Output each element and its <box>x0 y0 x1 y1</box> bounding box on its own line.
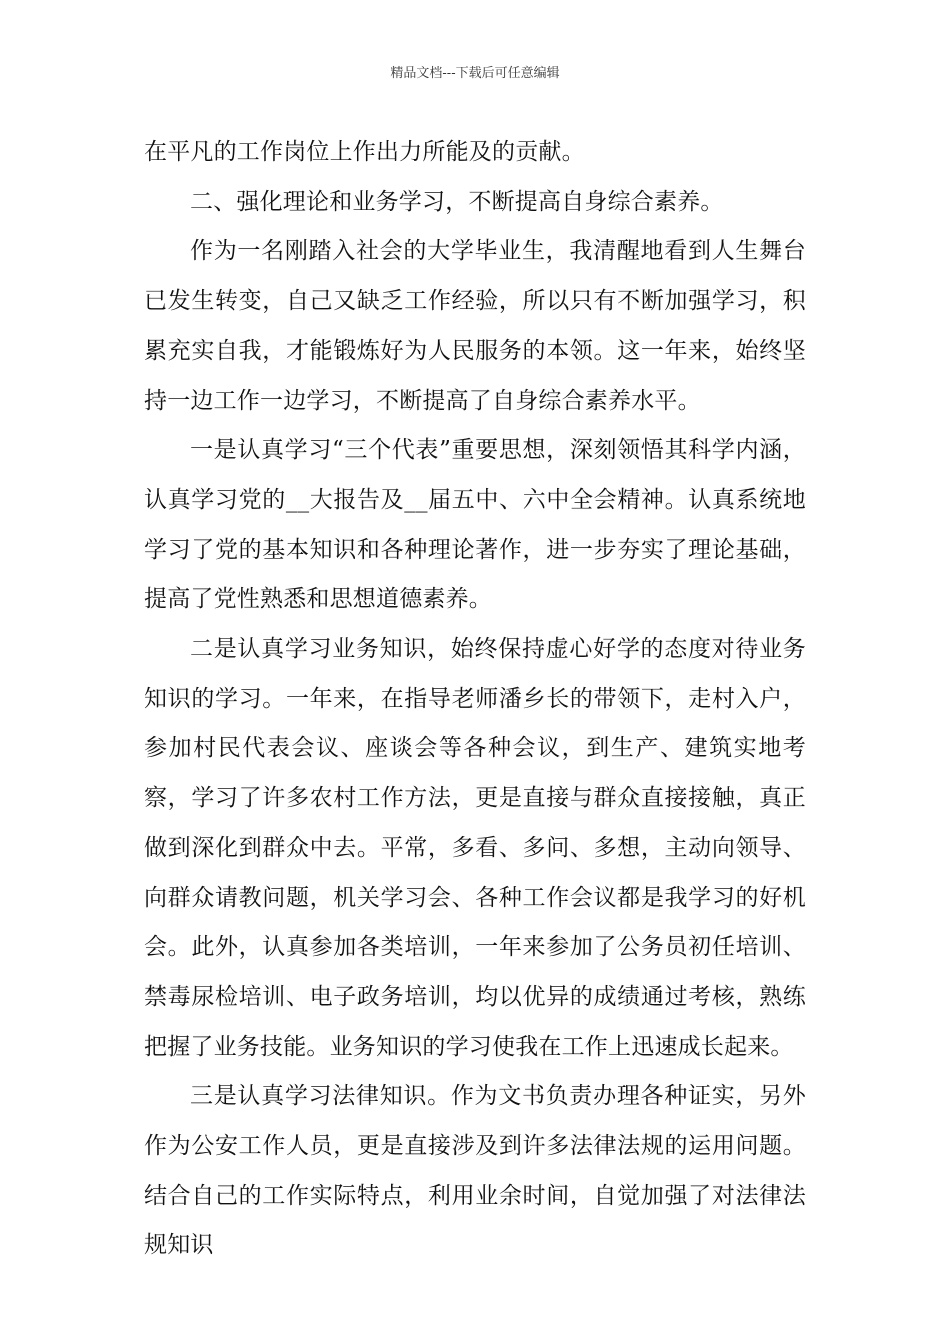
paragraph-continuation: 在平凡的工作岗位上作出力所能及的贡献。 <box>144 139 585 165</box>
paragraph: 作为一名刚踏入社会的大学毕业生，我清醒地看到人生舞台已发生转变，自己又缺乏工作经验，所以只有不断加强学习，积累充实自我，才能锻炼好为人民服务的本领。这一年来，始终坚持一边工作一边学习，不断提高了自身综合素养水平。 <box>144 238 806 414</box>
paragraph: 二是认真学习业务知识，始终保持虚心好学的态度对待业务知识的学习。一年来，在指导老师潘乡长的带领下，走村入户，参加村民代表会议、座谈会等各种会议，到生产、建筑实地考察，学习了许多农村工作方法，更是直接与群众直接接触，真正做到深化到群众中去。平常，多看、多问、多想，主动向领导、向群众请教问题，机关学习会、各种工作会议都是我学习的好机会。此外，认真参加各类培训，一年来参加了公务员初任培训、禁毒尿检培训、电子政务培训，均以优异的成绩通过考核，熟练把握了业务技能。业务知识的学习使我在工作上迅速成长起来。 <box>144 636 806 1060</box>
section-heading: 二、强化理论和业务学习，不断提高自身综合素养。 <box>190 188 724 215</box>
paragraph: 一是认真学习“三个代表”重要思想，深刻领悟其科学内涵，认真学习党的__大报告及__届五中、六中全会精神。认真系统地学习了党的基本知识和各种理论著作，进一步夯实了理论基础，提高了党性熟悉和思想道德素养。 <box>144 437 806 613</box>
page-header: 精品文档---下载后可任意编辑 <box>390 66 560 81</box>
document-body <box>144 128 806 1271</box>
paragraph: 三是认真学习法律知识。作为文书负责办理各种证实，另外作为公安工作人员，更是直接涉及到许多法律法规的运用问题。结合自己的工作实际特点，利用业余时间，自觉加强了对法律法规知识 <box>144 1083 806 1259</box>
